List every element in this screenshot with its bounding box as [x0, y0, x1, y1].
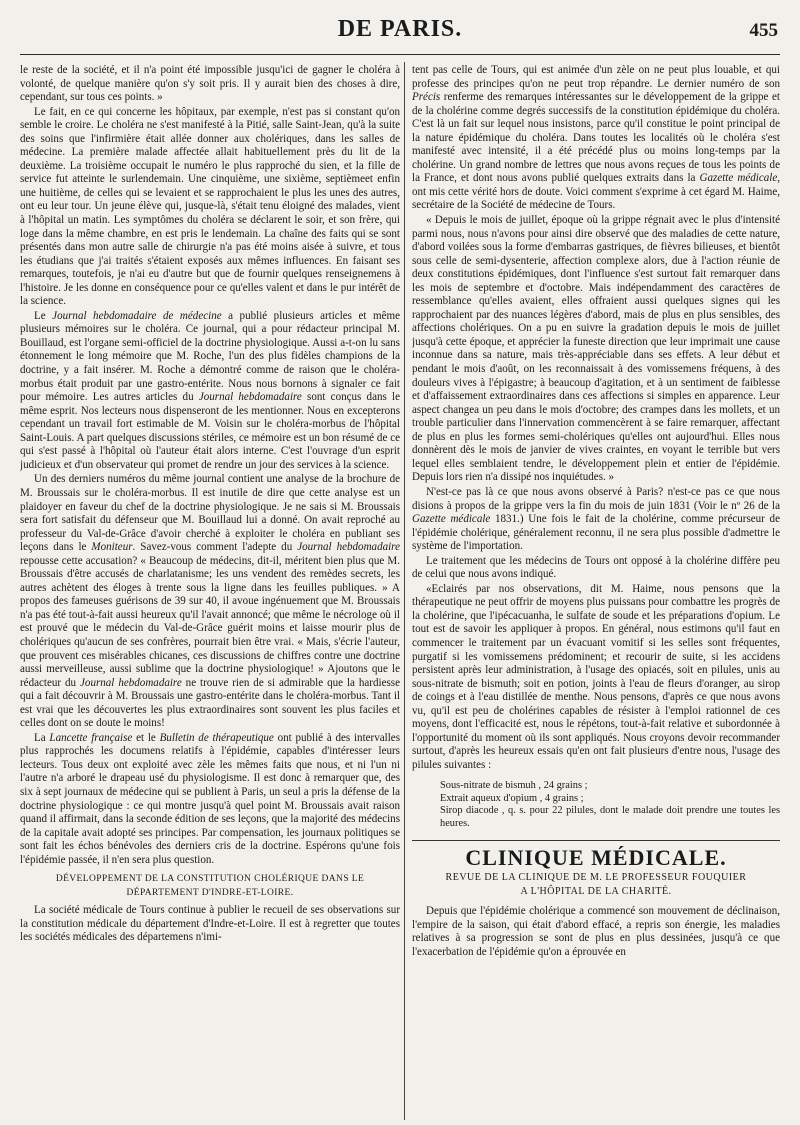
prescription-line: Sirop diacode , q. s. pour 22 pilules, dont le malade doit prendre une toutes les heures. — [440, 805, 780, 829]
journal-title: Gazette médicale — [699, 172, 778, 185]
right-column — [412, 64, 780, 1120]
paragraph: Le Journal hebdomadaire de médecine a publié plusieurs articles et même plusieurs mémoires sur le choléra. Ce journal, qui a pour rédacteur principal M. Bouillaud, est l'organe semi-officiel de la doctrine physiologique. Aussi a-t-on lu sans étonnement le long mémoire que M. Roche, l'un des plus fidèles champions de la doctrine, y a fait insérer. M. Roche a démontré comme de raison que le choléra-morbus était produit par une gastro-entérite. Nous nous bornons à signaler ce fait pour mémoire. Les autres articles du Journal hebdomadaire sont conçus dans le même esprit. Nos lecteurs nous dispenseront de les mentionner. Nous en excepterons cependant un travail fort estimable de M. Voisin sur le choléra-morbus de l'hôpital Saint-Louis. A part quelques discussions stériles, ce mémoire est un bon résumé de ce qui s'est passé à l'hôpital où l'auteur était alors interne. C'est l'ouvrage d'un esprit judicieux et d'un observateur qui promet de rendre un jour des services à la science. — [20, 309, 400, 471]
paragraph: le reste de la société, et il n'a point été impossible jusqu'ici de gagner le choléra à volonté, de quelque manière qu'on s'y soit pris. Il y aurait bien des choses à dire, cependant, sur tous ces points. » — [20, 64, 400, 104]
journal-title: Précis — [412, 91, 441, 104]
page-number: 455 — [749, 20, 778, 41]
paragraph: La société médicale de Tours continue à publier le recueil de ses observations sur la constitution médicale du département d'Indre-et-Loire. Il est à regretter que toutes les sociétés médicales des départemens n'imi- — [20, 904, 400, 944]
journal-title: Journal hebdomadaire — [297, 541, 400, 554]
article-heading: REVUE DE LA CLINIQUE DE M. LE PROFESSEUR FOUQUIER A L'HÔPITAL DE LA CHARITÉ. — [445, 871, 747, 897]
journal-title: Lancette française — [49, 731, 133, 744]
journal-title: Moniteur — [91, 541, 133, 554]
prescription-line: Extrait aqueux d'opium , 4 grains ; — [440, 792, 584, 804]
section-subheading: DÉVELOPPEMENT DE LA CONSTITUTION CHOLÉRIQUE DANS LE DÉPARTEMENT D'INDRE-ET-LOIRE. — [55, 874, 365, 898]
section-divider — [412, 840, 780, 841]
running-title: DE PARIS. — [337, 16, 463, 42]
prescription — [440, 780, 780, 830]
paragraph: N'est-ce pas là ce que nous avons observé à Paris? n'est-ce pas ce que nous disions à propos de la grippe vers la fin du mois de juin 1831 (Voir le nº 26 de la Gazette médicale 1831.) Une fois le fait de la cholérine, comme précurseur de l'épidémie cholérique, généralement reconnu, il ne sera plus possible d'admettre le système de l'importation. — [412, 485, 780, 553]
left-column — [20, 64, 400, 1120]
paragraph: La Lancette française et le Bulletin de thérapeutique ont publié à des intervalles plus rapprochés les documens relatifs à l'épidémie, capables d'intéresser leurs lecteurs. Tous deux ont exploité avec zèle les mêmes faits que nous, et ni l'un ni l'autre n'a arboré le drapeau usé du physiologisme. Il est donc à remarquer que, des six à sept journaux de médecine qui se publient à Paris, un seul a pris la défense de la doctrine physiologique : ce qui montre jusqu'à quel point M. Broussais avait raison quand il affirmait, dans la seconde édition de ses leçons, que la majorité des médecins de la capitale avait adopté ses principes. Par compensation, les journaux politiques se sont fait les échos bénévoles des derniers cris de la doctrine. Espérons qu'une fois l'épidémie passée, il n'en sera plus question. — [20, 731, 400, 866]
journal-title: Bulletin de thérapeutique — [159, 731, 274, 744]
quote-paragraph: « Depuis le mois de juillet, époque où la grippe régnait avec le plus d'intensité parmi nous, nous n'avons pour ainsi dire observé que des maladies de cette nature, d'abord voilées sous la forme d'embarras gastriques, de fièvres bilieuses, et bientôt sous celle de semi-dysenterie, affection complexe alors, due à l'action réunie de deux constitutions épidémiques, dont l'influence s'est surtout fait remarquer dans les mois de septembre et d'octobre. Mais indépendamment des caractères de ressemblance qu'elles avaient, elles offraient aussi quelques signes qui les rapprochaient par des nuances légères d'abord, mais de plus en plus sensibles, des affections cholériques. On a pu en suivre la gradation depuis le mois de juillet jusqu'à cette époque, et apprécier la funeste direction que leur imprimait une cause inconnue dans sa nature, mais très-appréciable dans ses effets. A leur début et pendant le mois d'août, on les reconnaissait à des vomissemens fréquens, à des douleurs vives à l'épigastre; à beaucoup d'agitation, et à un sentiment de faiblesse et d'affaissement extraordinaires dans ces affections si simples en apparence. Leur aspect changea un peu dans le mois d'octobre; des crampes dans les mollets, et un trouble particulier dans l'innervation commencèrent à se faire remarquer, affectant de plus en plus les formes semi-cholériques qu'elles ont aujourd'hui. Elles nous donnèrent dès le mois de janvier de vives craintes, en voyant le terrible but vers lequel elles semblaient tendre, le développement plein et entier de l'épidémie. Depuis lors rien n'a dissipé nos inquiétudes. » — [412, 214, 780, 484]
journal-title: Journal hebdomadaire — [198, 391, 302, 404]
paragraph: Un des derniers numéros du même journal contient une analyse de la brochure de M. Broussais sur le choléra-morbus. Il est inutile de dire que cette analyse est un plaidoyer en faveur du chef de la doctrine physiologique. Je ne sais si M. Broussais sera fort satisfait du défenseur que M. Bouillaud lui a donné. On avait reproché au professeur du Val-de-Grâce d'avoir cherché à exploiter le choléra en publiant ses leçons dans le Moniteur. Savez-vous comment l'adepte du Journal hebdomadaire repousse cette accusation? « Beaucoup de médecins, dit-il, méritent bien plus que M. Broussais d'être accusés de charlatanisme; les uns vendent des remèdes secrets, les autres achètent des éloges à trente sous la ligne dans les feuilles publiques. » A propos des fameuses guérisons de 39 sur 40, il avoue ingénuement que M. Broussais n'a pas été tout-à-fait aussi heureux qu'il l'avait annoncé; que même le nécrologe où il est prouvé que le médecin du Val-de-Grâce guérit moins et laisse mourir plus de cholériques qu'aucun de ses confrères, pourrait bien être vrai. « Mais, s'écrie l'auteur, que prouvent ces misérables chicanes, ces discussions de chiffres contre une doctrine aussi merveilleuse, aussi sublime que la doctrine physiologique! » Ajoutons que le rédacteur du Journal hebdomadaire ne trouve rien de si admirable que la hardiesse qui a fait découvrir à M. Broussais une gastro-entérite dans le choléra-morbus. Tant il est vrai que les découvertes les plus extraordinaires sont souvent les plus faciles et celles dont on se doute le moins! — [20, 473, 400, 730]
page-header — [20, 14, 780, 55]
prescription-line: Sous-nitrate de bismuh , 24 grains ; — [440, 780, 588, 792]
quote-paragraph: «Eclairés par nos observations, dit M. Haime, nous pensons que la thérapeutique ne peut offrir de moyens plus puissans pour combattre les progrès de la cholérine, que l'ipécacuanha, le sulfate de soude et les préparations d'opium. Le tout est de savoir les appliquer à propos. En général, nous estimons qu'il faut en commencer le traitement par un évacuant vomitif si les selles sont fréquentes, purgatif si les vomissemens prédominent; et recourir de suite, si les accidens persistent après leur administration, à l'usage des opiacés, soit en pilules, unis au sous-nitrate de bismuth; soit en potion, joints à l'eau de fleurs d'oranger, au sirop de coings et à l'eau distillée de menthe. Nous pensons, d'après ce que nous avons vu, qu'il est peu de cholérines capables de résister à l'emploi rationnel de ces moyens, dont l'efficacité est, nous le répétons, tout-à-fait relative et subordonnée à l'opportunité du moment où ils sont appliqués. Nous croyons devoir recommander surtout, d'après les heureux essais qu'en ont fait plusieurs d'entre nous, l'usage des pilules suivantes : — [412, 582, 780, 771]
column-rule — [404, 62, 405, 1120]
paragraph: Le traitement que les médecins de Tours ont opposé à la cholérine diffère peu de celui que nous avons indiqué. — [412, 554, 780, 581]
paragraph: Depuis que l'épidémie cholérique a commencé son mouvement de déclinaison, l'empire de la saison, qui était d'abord effacé, a repris son énergie, les maladies relatives à sa progression se sont de plus en plus dessinées, jusqu'à ce que l'exacerbation de l'épidémie qu'on a éprouvée en — [412, 904, 780, 958]
journal-title: Journal hebdomadaire — [80, 676, 182, 689]
paragraph: tent pas celle de Tours, qui est animée d'un zèle on ne peut plus louable, et qui professe des principes qu'on ne peut trop répandre. Le dernier numéro de son Précis renferme des remarques intéressantes sur le développement de la grippe et de la cholérine comme degrés successifs de la constitution épidémique du choléra. C'est là un fait sur lequel nous insistons, parce qu'il constitue le point principal de la nature épidémique du choléra. Dans toutes les localités où le choléra s'est manifesté avec intensité, il a été précédé plus ou moins long-temps par la cholérine. Un grand nombre de lettres que nous avons reçues de tous les points de la France, et dont nous avons publié quelques extraits dans la Gazette médicale, ont mis cette vérité hors de doute. Voici comment s'exprime à cet égard M. Haime, secrétaire de la Société de médecine de Tours. — [412, 64, 780, 212]
journal-title: Gazette médicale — [412, 513, 491, 526]
paragraph: Le fait, en ce qui concerne les hôpitaux, par exemple, n'est pas si constant qu'on semble le croire. Le choléra ne s'est manifesté à la Pitié, salle Saint-Jean, qu'à la suite des soins que l'infirmière était allée donner aux cholériques, dans les salles de médecine. La première malade affectée allait habituellement près du lit de la deuxième. La troisième occupait le numéro le plus rapproché du sien, et la fille de service fut atteinte le surlendemain. Une cinquième, une sixième, septièmeet enfin une huitième, de celles qui se levaient et se rapprochaient le plus les unes des autres, ont eu leur tour. Un jeune élève qui, jusque-là, s'était tenu éloigné des malades, vient à l'hôpital un matin. Les symptômes du choléra se déclarent le soir, et son frère, qui loge dans la même chambre, en est pris le lendemain. La chaîne des faits qui se sont présentés dans mon autre salle de chirurgie n'a pas été moins aisée à suivre, et tous les étudians que j'ai traités s'étaient exposés aux mêmes influences. En faisant ses remarques, toutefois, je n'ai eu d'autre but que de fournir quelques renseignemens à l'histoire. Je les donne en conséquence pour ce qu'elles valent et dans le pur intérêt de la science. — [20, 105, 400, 308]
journal-title: Journal hebdomadaire de médecine — [52, 309, 222, 322]
section-title: CLINIQUE MÉDICALE. — [465, 845, 727, 871]
